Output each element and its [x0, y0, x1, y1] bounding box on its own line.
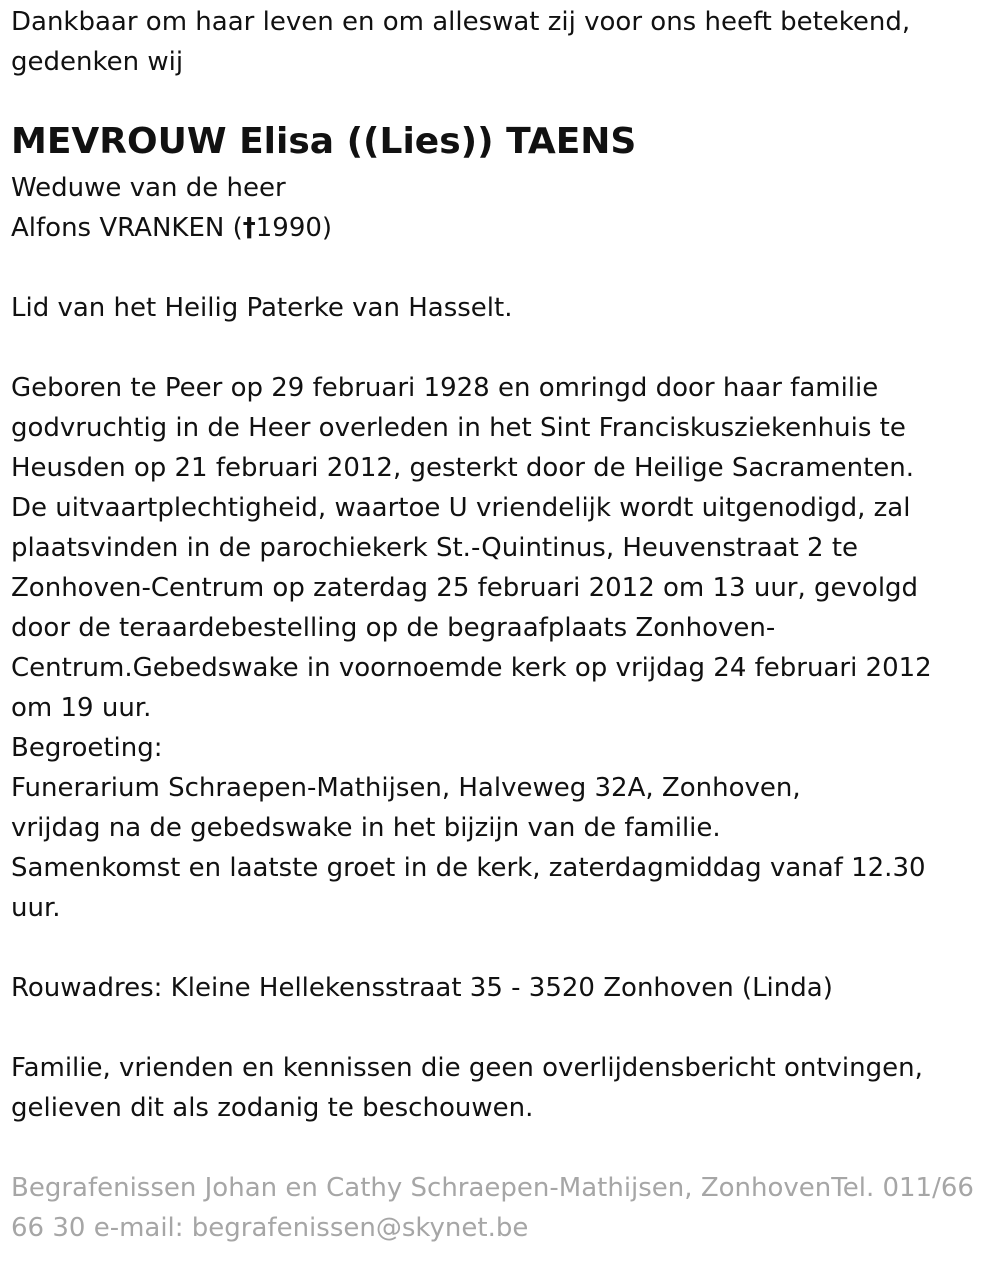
spouse-line: Weduwe van de heer	[11, 173, 286, 203]
spouse-name-line	[11, 208, 986, 248]
details-line: De uitvaartplechtigheid, waartoe U vriendelijk wordt uitgenodigd, zal	[11, 493, 911, 523]
mourning-address: Rouwadres: Kleine Hellekensstraat 35 - 3520 Zonhoven (Linda)	[11, 973, 833, 1003]
funeral-details	[11, 368, 986, 928]
intro-line: gedenken wij	[11, 47, 184, 77]
spouse-name: Alfons VRANKEN (	[11, 213, 243, 243]
notice-text	[11, 1048, 986, 1128]
cross-icon: †	[242, 213, 256, 243]
details-line: om 19 uur.	[11, 693, 152, 723]
details-line: godvruchtig in de Heer overleden in het Sint Franciskusziekenhuis te	[11, 413, 906, 443]
details-line: Geboren te Peer op 29 februari 1928 en omringd door haar familie	[11, 373, 879, 403]
details-line: Heusden op 21 februari 2012, gesterkt door de Heilige Sacramenten.	[11, 453, 915, 483]
footer-line: 66 30 e-mail: begrafenissen@skynet.be	[11, 1213, 529, 1243]
notice-line: Familie, vrienden en kennissen die geen overlijdensbericht ontvingen,	[11, 1053, 923, 1083]
deceased-name: MEVROUW Elisa ((Lies)) TAENS	[11, 121, 637, 162]
details-line: Samenkomst en laatste groet in de kerk, zaterdagmiddag vanaf 12.30	[11, 853, 926, 883]
membership-text: Lid van het Heilig Paterke van Hasselt.	[11, 293, 513, 323]
details-line: uur.	[11, 893, 61, 923]
notice-line: gelieven dit als zodanig te beschouwen.	[11, 1093, 534, 1123]
spouse-info	[11, 168, 986, 248]
details-line: plaatsvinden in de parochiekerk St.-Quintinus, Heuvenstraat 2 te	[11, 533, 859, 563]
obituary-notice	[11, 2, 986, 1248]
footer-line: Begrafenissen Johan en Cathy Schraepen-Mathijsen, ZonhovenTel. 011/66	[11, 1173, 974, 1203]
spouse-death-year: 1990)	[255, 213, 333, 243]
details-line: Begroeting:	[11, 733, 163, 763]
intro-line: Dankbaar om haar leven en om alleswat zij voor ons heeft betekend,	[11, 7, 911, 37]
details-line: Zonhoven-Centrum op zaterdag 25 februari 2012 om 13 uur, gevolgd	[11, 573, 919, 603]
details-line: vrijdag na de gebedswake in het bijzijn van de familie.	[11, 813, 721, 843]
details-line: Centrum.Gebedswake in voornoemde kerk op vrijdag 24 februari 2012	[11, 653, 932, 683]
details-line: door de teraardebestelling op de begraafplaats Zonhoven-	[11, 613, 776, 643]
details-line: Funerarium Schraepen-Mathijsen, Halveweg 32A, Zonhoven,	[11, 773, 801, 803]
intro-text	[11, 2, 986, 82]
funeral-home-footer	[11, 1168, 986, 1248]
